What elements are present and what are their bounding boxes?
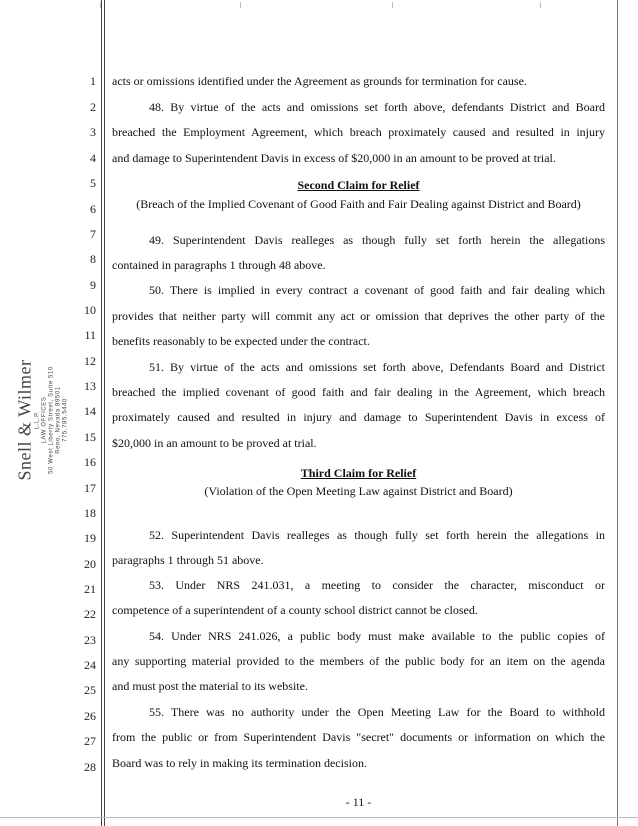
body-line: 48. By virtue of the acts and omissions set forth above, defendants District and Board (149, 100, 605, 114)
line-number: 1 (90, 74, 96, 88)
body-line: paragraphs 1 through 51 above. (112, 553, 264, 567)
line-number: 16 (84, 455, 96, 469)
line-number: 18 (84, 506, 96, 520)
bottom-rule (0, 817, 638, 818)
firm-name: Snell & Wilmer (14, 359, 35, 481)
page-number: - 11 - (345, 795, 372, 809)
body-line: from the public or from Superintendent Davis "secret" documents or information on which the (112, 730, 605, 744)
body-line: 53. Under NRS 241.031, a meeting to consider the character, misconduct or (149, 578, 605, 592)
top-tick (540, 2, 541, 8)
line-number: 9 (90, 278, 96, 292)
body-line: 52. Superintendent Davis realleges as though fully set forth herein the allegations in (149, 528, 605, 542)
line-number: 22 (84, 607, 96, 621)
right-margin-rule (617, 0, 618, 826)
body-line: breached the implied covenant of good faith and fair dealing in the Agreement, which breach (112, 385, 605, 399)
body-line: 50. There is implied in every contract a covenant of good faith and fair dealing which (149, 283, 605, 297)
line-number: 8 (90, 252, 96, 266)
body-line: any supporting material provided to the members of the public body for an item on the agenda (112, 654, 605, 668)
body-line: 54. Under NRS 241.026, a public body must make available to the public copies of (149, 629, 605, 643)
left-margin-rule-inner (104, 0, 105, 826)
firm-office: LAW OFFICES (41, 396, 48, 444)
line-number: 27 (84, 734, 96, 748)
body-line: $20,000 in an amount to be proved at trial. (112, 436, 317, 450)
section-subheading: (Violation of the Open Meeting Law against District and Board) (204, 484, 513, 498)
top-tick (392, 2, 393, 8)
body-line: and damage to Superintendent Davis in excess of $20,000 in an amount to be proved at trial. (112, 151, 556, 165)
left-margin-rule (101, 0, 102, 826)
body-line: proximately caused and resulted in injury and damage to Superintendent Davis in excess of (112, 410, 605, 424)
body-line: 49. Superintendent Davis realleges as though fully set forth herein the allegations (149, 233, 605, 247)
line-number: 7 (90, 227, 96, 241)
firm-llp: L.L.P. (34, 410, 41, 430)
line-number: 17 (84, 481, 96, 495)
body-line: 51. By virtue of the acts and omissions set forth above, Defendants Board and District (149, 360, 605, 374)
line-number: 25 (84, 683, 96, 697)
line-number: 26 (84, 709, 96, 723)
line-number: 3 (90, 125, 96, 139)
line-number: 12 (84, 354, 96, 368)
section-heading: Third Claim for Relief (300, 466, 417, 480)
line-number: 20 (84, 557, 96, 571)
line-number: 21 (84, 582, 96, 596)
line-number: 6 (90, 202, 96, 216)
line-number: 28 (84, 760, 96, 774)
line-number: 13 (84, 379, 96, 393)
firm-city: Reno, Nevada 89501 (55, 386, 62, 454)
line-number: 23 (84, 633, 96, 647)
line-number: 5 (90, 176, 96, 190)
firm-phone: 775.785.5440 (62, 398, 69, 442)
firm-address: 50 West Liberty Street, Suite 510 (48, 366, 55, 474)
body-line: contained in paragraphs 1 through 48 above. (112, 258, 326, 272)
line-number: 15 (84, 430, 96, 444)
firm-logo (0, 0, 69, 481)
top-tick (240, 2, 241, 8)
section-subheading: (Breach of the Implied Covenant of Good Faith and Fair Dealing against District and Board) (136, 197, 581, 211)
line-number: 14 (84, 404, 96, 418)
body-line: and must post the material to its website. (112, 679, 308, 693)
line-number: 11 (84, 328, 96, 342)
body-line: acts or omissions identified under the Agreement as grounds for termination for cause. (112, 74, 527, 88)
body-line: 55. There was no authority under the Open Meeting Law for the Board to withhold (149, 705, 605, 719)
line-number: 2 (90, 100, 96, 114)
line-number: 19 (84, 531, 96, 545)
line-number: 4 (90, 151, 96, 165)
section-heading: Second Claim for Relief (297, 178, 420, 192)
body-line: benefits reasonably to be expected under the contract. (112, 334, 370, 348)
body-line: provides that neither party will commit any act or omission that deprives the other party of the (112, 309, 605, 323)
body-line: Board was to rely in making its termination decision. (112, 756, 367, 770)
line-number: 24 (84, 658, 96, 672)
body-line: competence of a superintendent of a county school district cannot be closed. (112, 603, 478, 617)
body-line: breached the Employment Agreement, which breach proximately caused and resulted in injury (112, 125, 605, 139)
line-number: 10 (84, 303, 96, 317)
